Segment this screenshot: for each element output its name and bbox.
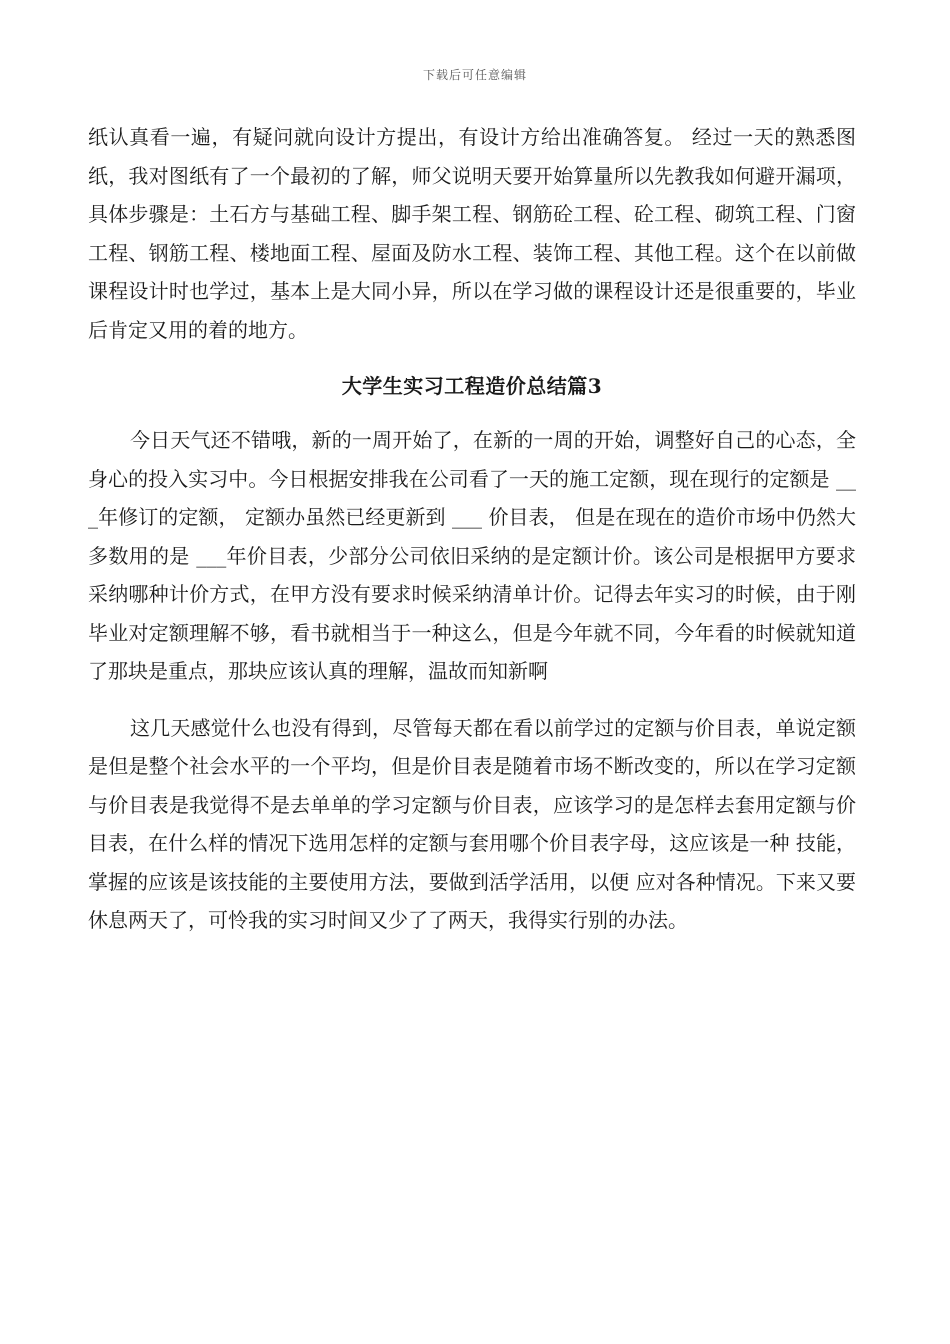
section-heading: 大学生实习工程造价总结篇3 [341, 374, 603, 398]
document-body [88, 118, 856, 940]
page-header: 下载后可任意编辑 [422, 68, 527, 82]
section-paragraph-2: 这几天感觉什么也没有得到，尽管每天都在看以前学过的定额与价目表，单说定额是但是整个社会水平的一个平均，但是价目表是随着市场不断改变的，所以在学习定额与价目表是我觉得不是去单单的学习定额与价目表，应该学习的是怎样去套用定额与价目表，在什么样的情况下选用怎样的定额与套用哪个价目表字母，这应该是一种 技能，掌握的应该是该技能的主要使用方法，要做到活学活用，以便 应对各种情况。下来又要休息两天了，可怜我的实习时间又少了了两天，我得实行别的办法。 [88, 715, 856, 932]
section-paragraph-1: 今日天气还不错哦，新的一周开始了，在新的一周的开始，调整好自己的心态，全身心的投入实习中。今日根据安排我在公司看了一天的施工定额，现在现行的定额是 ___年修订的定额， 定额办虽然已经更新到 ___ 价目表， 但是在现在的造价市场中仍然大多数用的是 ___年价目表，少部分公司依旧采纳的是定额计价。该公司是根据甲方要求采纳哪种计价方式，在甲方没有要求时候采纳清单计价。记得去年实习的时候，由于刚毕业对定额理解不够，看书就相当于一种这么，但是今年就不同，今年看的时候就知道了那块是重点，那块应该认真的理解，温故而知新啊 [88, 428, 856, 683]
paragraph-continued: 纸认真看一遍，有疑问就向设计方提出，有设计方给出准确答复。 经过一天的熟悉图纸，我对图纸有了一个最初的了解，师父说明天要开始算量所以先教我如何避开漏项，具体步骤是：土石方与基础工程、脚手架工程、钢筋砼工程、砼工程、砌筑工程、门窗工程、钢筋工程、楼地面工程、屋面及防水工程、装饰工程、其他工程。这个在以前做课程设计时也学过，基本上是大同小异，所以在学习做的课程设计还是很重要的，毕业后肯定又用的着的地方。 [88, 125, 856, 342]
